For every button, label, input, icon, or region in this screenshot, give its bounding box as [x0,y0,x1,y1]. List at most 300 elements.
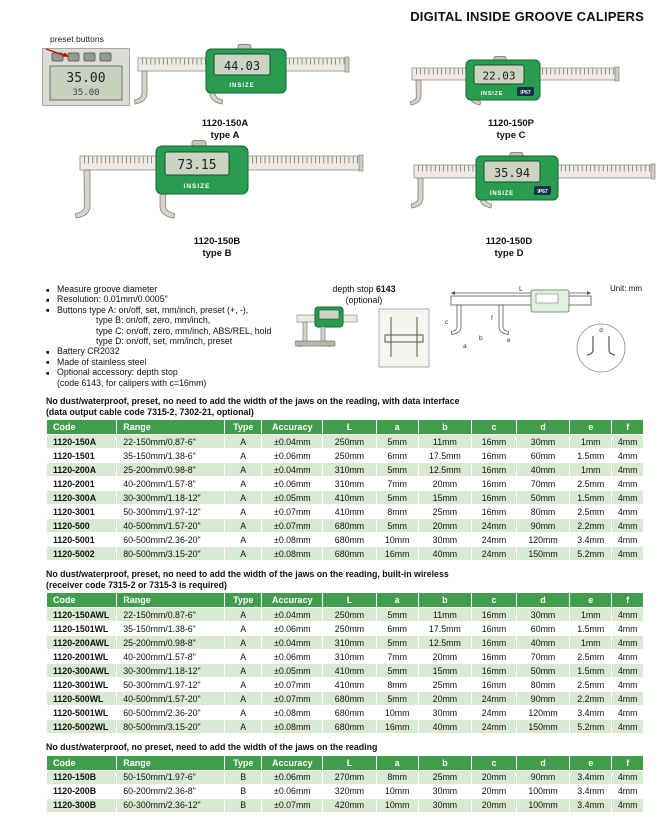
column-header-b: b [418,593,471,608]
value-cell: A [225,505,262,519]
dim-label-L: L [519,286,523,293]
code-cell: 1120-200A [47,463,117,477]
product-type-label: type C [496,129,526,141]
depth-stop-image [295,305,433,371]
value-cell: ±0.06mm [262,622,323,636]
value-cell: 5mm [376,435,418,449]
value-cell: 40mm [516,636,569,650]
value-cell: 310mm [323,463,376,477]
value-cell: 24mm [471,519,516,533]
depth-stop-bar [295,341,335,346]
feature-text: type B: on/off, zero, mm/inch, [96,315,211,326]
feature-text: Resolution: 0.01mm/0.0005" [57,294,168,305]
value-cell: 30-300mm/1.18-12" [117,491,225,505]
value-cell: 20mm [471,770,516,784]
features-and-accessories-row [46,284,644,388]
value-cell: A [225,547,262,561]
column-header-f: f [612,755,644,770]
value-cell: ±0.08mm [262,533,323,547]
value-cell: 50mm [516,664,569,678]
value-cell: 30mm [516,435,569,449]
column-header-l: L [323,593,376,608]
table-row [47,622,644,636]
column-header-b: b [418,420,471,435]
value-cell: 16mm [376,547,418,561]
value-cell: 250mm [323,449,376,463]
dimension-diagram-block [437,284,644,388]
value-cell: 16mm [471,664,516,678]
value-cell: 24mm [471,533,516,547]
value-cell: 1.5mm [570,491,612,505]
table-row [47,491,644,505]
value-cell: ±0.06mm [262,650,323,664]
value-cell: 680mm [323,547,376,561]
column-header-d: d [516,755,569,770]
value-cell: 680mm [323,720,376,734]
value-cell: ±0.06mm [262,449,323,463]
value-cell: 5mm [376,608,418,622]
table-row [47,770,644,784]
value-cell: 270mm [323,770,376,784]
feature-text: Buttons type A: on/off, set, mm/inch, preset (+, -), [57,304,249,315]
product-code: 1120-150P [488,118,534,129]
dim-label-e: e [507,337,511,344]
value-cell: 5mm [376,463,418,477]
value-cell: 4mm [612,692,644,706]
table-row [47,636,644,650]
preset-button-icon [100,53,111,61]
code-cell: 1120-200B [47,784,117,798]
value-cell: A [225,477,262,491]
value-cell: ±0.07mm [262,519,323,533]
value-cell: ±0.04mm [262,435,323,449]
dim-label-a: a [463,343,467,350]
value-cell: 680mm [323,706,376,720]
inset-lcd-main-reading: 35.00 [66,71,106,86]
column-header-accuracy: Accuracy [262,755,323,770]
bullet-icon: ■ [46,360,50,367]
brand-logo: INSIZE [183,183,211,190]
value-cell: 25-200mm/0.98-8" [117,463,225,477]
column-header-c: c [471,420,516,435]
column-header-c: c [471,755,516,770]
spec-table-wireless [46,592,644,734]
dim-label-c: c [445,319,449,326]
value-cell: 2.5mm [570,650,612,664]
code-cell: 1120-300B [47,798,117,812]
table-row [47,477,644,491]
column-header-e: e [570,593,612,608]
table-title [46,396,644,417]
value-cell: 60mm [516,449,569,463]
value-cell: 120mm [516,533,569,547]
feature-item [46,367,291,377]
table-section-wireless [46,569,644,734]
value-cell: ±0.07mm [262,798,323,812]
feature-text: type C: on/off, zero, mm/inch, ABS/REL, hold [96,325,272,336]
spec-table-data-interface [46,419,644,561]
value-cell: ±0.07mm [262,678,323,692]
column-header-a: a [376,593,418,608]
table-row [47,608,644,622]
value-cell: 60-200mm/2.36-8" [117,784,225,798]
depth-stop-caption [295,284,433,295]
value-cell: 5mm [376,636,418,650]
value-cell: 40mm [418,547,471,561]
value-cell: 4mm [612,608,644,622]
value-cell: 16mm [471,491,516,505]
value-cell: 320mm [323,784,376,798]
value-cell: 3.4mm [570,533,612,547]
value-cell: 30mm [418,784,471,798]
code-cell: 1120-1501WL [47,622,117,636]
dim-label-b: b [479,335,483,342]
value-cell: 40-200mm/1.57-8" [117,650,225,664]
value-cell: 1.5mm [570,449,612,463]
product-caption [426,118,596,141]
value-cell: 22-150mm/0.87-6" [117,435,225,449]
bullet-icon: ■ [46,297,50,304]
depth-stop-optional-label: (optional) [345,294,383,305]
depth-stop-caption-text: depth stop [332,284,376,294]
depth-stop-code: 6143 [375,284,396,294]
product-code: 1120-150D [485,236,533,247]
product-code: 1120-150A [201,118,249,129]
column-header-code: Code [47,420,117,435]
value-cell: 4mm [612,477,644,491]
value-cell: 90mm [516,770,569,784]
value-cell: 30mm [516,608,569,622]
code-cell: 1120-5001 [47,533,117,547]
value-cell: 2.5mm [570,678,612,692]
value-cell: 5mm [376,491,418,505]
preset-button-icon [84,53,95,61]
feature-item [46,357,291,367]
value-cell: 12.5mm [418,636,471,650]
feature-text: Battery CR2032 [57,346,120,357]
value-cell: 4mm [612,678,644,692]
column-header-range: Range [117,755,225,770]
value-cell: 12.5mm [418,463,471,477]
table-section-no-preset [46,742,644,813]
value-cell: 80mm [516,678,569,692]
column-header-e: e [570,755,612,770]
value-cell: 4mm [612,706,644,720]
value-cell: 1.5mm [570,664,612,678]
table-title-line: No dust/waterproof, preset, no need to add the width of the jaws on the reading, with data interface [46,396,460,406]
value-cell: 5.2mm [570,547,612,561]
value-cell: ±0.05mm [262,664,323,678]
value-cell: 16mm [471,505,516,519]
caliper-type-d-image [388,152,658,234]
feature-list [46,284,291,388]
preset-buttons-label: preset buttons [50,34,104,44]
value-cell: ±0.08mm [262,706,323,720]
value-cell: 17.5mm [418,622,471,636]
column-header-d: d [516,593,569,608]
value-cell: A [225,519,262,533]
value-cell: 1mm [570,636,612,650]
preset-button-icon [68,53,79,61]
value-cell: A [225,533,262,547]
value-cell: 7mm [376,650,418,664]
value-cell: 10mm [376,798,418,812]
feature-item [46,294,291,304]
value-cell: 1mm [570,463,612,477]
value-cell: 24mm [471,692,516,706]
value-cell: 410mm [323,491,376,505]
value-cell: 4mm [612,622,644,636]
value-cell: 15mm [418,664,471,678]
value-cell: 310mm [323,477,376,491]
value-cell: A [225,650,262,664]
value-cell: A [225,491,262,505]
value-cell: ±0.05mm [262,491,323,505]
product-type-label: type B [202,247,232,259]
value-cell: 4mm [612,636,644,650]
value-cell: 4mm [612,491,644,505]
value-cell: 680mm [323,533,376,547]
column-header-code: Code [47,755,117,770]
dim-label-d: d [599,327,603,334]
table-row [47,505,644,519]
value-cell: 50-300mm/1.97-12" [117,678,225,692]
feature-text: type D: on/off, set, mm/inch, preset [96,336,233,347]
value-cell: A [225,463,262,477]
value-cell: 100mm [516,784,569,798]
fixed-jaw [410,80,421,105]
code-cell: 1120-5001WL [47,706,117,720]
value-cell: 24mm [471,706,516,720]
value-cell: ±0.06mm [262,784,323,798]
value-cell: 5mm [376,664,418,678]
value-cell: 4mm [612,650,644,664]
value-cell: 20mm [418,650,471,664]
value-cell: 2.5mm [570,505,612,519]
product-type-label: type D [494,247,524,259]
value-cell: ±0.04mm [262,608,323,622]
value-cell: 60-300mm/2.36-12" [117,798,225,812]
column-header-type: Type [225,420,262,435]
ip67-badge-label: IP67 [520,90,531,96]
value-cell: 420mm [323,798,376,812]
value-cell: 4mm [612,664,644,678]
dim-label-f: f [491,315,493,322]
value-cell: 310mm [323,636,376,650]
value-cell: B [225,784,262,798]
value-cell: 3.4mm [570,770,612,784]
lcd-reading: 44.03 [223,59,261,73]
value-cell: 20mm [418,692,471,706]
value-cell: 5mm [376,692,418,706]
column-header-l: L [323,420,376,435]
value-cell: 50-150mm/1.97-6" [117,770,225,784]
table-row [47,664,644,678]
bullet-icon: ■ [46,308,50,315]
column-header-d: d [516,420,569,435]
value-cell: 4mm [612,784,644,798]
value-cell: 4mm [612,533,644,547]
value-cell: A [225,664,262,678]
value-cell: 80-500mm/3.15-20" [117,547,225,561]
depth-stop-block [295,284,433,388]
value-cell: 24mm [471,720,516,734]
value-cell: 3.4mm [570,784,612,798]
table-row [47,547,644,561]
value-cell: 150mm [516,547,569,561]
column-header-e: e [570,420,612,435]
table-row [47,784,644,798]
value-cell: ±0.06mm [262,770,323,784]
depth-stop-detail-box [379,309,429,367]
value-cell: ±0.08mm [262,720,323,734]
value-cell: A [225,608,262,622]
value-cell: 4mm [612,435,644,449]
value-cell: 1mm [570,608,612,622]
value-cell: 16mm [471,477,516,491]
value-cell: 30mm [418,706,471,720]
code-cell: 1120-150A [47,435,117,449]
column-header-l: L [323,755,376,770]
value-cell: 4mm [612,770,644,784]
code-cell: 1120-150B [47,770,117,784]
value-cell: 680mm [323,519,376,533]
value-cell: 250mm [323,622,376,636]
column-header-accuracy: Accuracy [262,593,323,608]
value-cell: B [225,770,262,784]
brand-logo: INSIZE [480,91,504,97]
value-cell: A [225,692,262,706]
value-cell: 120mm [516,706,569,720]
column-header-type: Type [225,593,262,608]
value-cell: 16mm [471,650,516,664]
inset-lcd-sub-reading: 35.00 [72,88,100,98]
lcd-reading: 22.03 [482,69,516,83]
value-cell: 20mm [418,519,471,533]
value-cell: 150mm [516,720,569,734]
value-cell: 16mm [471,622,516,636]
column-header-f: f [612,420,644,435]
caliper-type-b-image [46,140,366,234]
value-cell: 16mm [471,636,516,650]
value-cell: 2.2mm [570,519,612,533]
caliper-type-a-image [112,44,352,116]
value-cell: 4mm [612,505,644,519]
value-cell: 10mm [376,706,418,720]
value-cell: 25mm [418,678,471,692]
feature-item [46,326,291,336]
value-cell: 250mm [323,608,376,622]
code-cell: 1120-5002 [47,547,117,561]
value-cell: 40-500mm/1.57-20" [117,692,225,706]
code-cell: 1120-500 [47,519,117,533]
table-row [47,463,644,477]
value-cell: ±0.04mm [262,636,323,650]
column-header-a: a [376,755,418,770]
column-header-a: a [376,420,418,435]
value-cell: A [225,678,262,692]
value-cell: 20mm [471,784,516,798]
value-cell: 60-500mm/2.36-20" [117,706,225,720]
page-title: DIGITAL INSIDE GROOVE CALIPERS [410,9,644,24]
value-cell: 100mm [516,798,569,812]
table-row [47,720,644,734]
product-caption [424,236,594,259]
value-cell: A [225,720,262,734]
column-header-c: c [471,593,516,608]
table-row [47,435,644,449]
value-cell: 6mm [376,622,418,636]
value-cell: 16mm [471,463,516,477]
caliper-type-c-image [390,56,620,116]
product-caption [140,118,310,141]
value-cell: 20mm [418,477,471,491]
dimension-diagram [443,286,638,381]
code-cell: 1120-2001 [47,477,117,491]
value-cell: 40-500mm/1.57-20" [117,519,225,533]
code-cell: 1120-2001WL [47,650,117,664]
code-cell: 1120-5002WL [47,720,117,734]
value-cell: 2.2mm [570,692,612,706]
value-cell: 5mm [376,519,418,533]
value-cell: 40mm [418,720,471,734]
feature-text: (code 6143, for calipers with c=16mm) [57,377,207,388]
brand-logo: INSIZE [229,83,255,89]
value-cell: 16mm [471,449,516,463]
value-cell: ±0.07mm [262,505,323,519]
lcd-screen [319,310,339,319]
value-cell: 60-500mm/2.36-20" [117,533,225,547]
value-cell: 8mm [376,505,418,519]
value-cell: 90mm [516,519,569,533]
value-cell: 16mm [376,720,418,734]
table-row [47,798,644,812]
table-title [46,742,644,753]
value-cell: 11mm [418,435,471,449]
code-cell: 1120-3001WL [47,678,117,692]
column-header-code: Code [47,593,117,608]
table-title [46,569,644,590]
value-cell: 80mm [516,505,569,519]
value-cell: 60mm [516,622,569,636]
column-header-f: f [612,593,644,608]
table-row [47,678,644,692]
feature-text: Made of stainless steel [57,356,147,367]
lcd-reading: 35.94 [493,166,531,180]
value-cell: 410mm [323,664,376,678]
feature-text: Optional accessory: depth stop [57,367,178,378]
value-cell: 16mm [471,435,516,449]
value-cell: 4mm [612,449,644,463]
value-cell: 1mm [570,435,612,449]
table-title-line: No dust/waterproof, preset, no need to add the width of the jaws on the reading, built-in wireless [46,569,449,579]
value-cell: 35-150mm/1.38-6" [117,449,225,463]
value-cell: 70mm [516,650,569,664]
value-cell: 2.5mm [570,477,612,491]
value-cell: 40mm [516,463,569,477]
value-cell: 17.5mm [418,449,471,463]
value-cell: 5.2mm [570,720,612,734]
value-cell: A [225,449,262,463]
value-cell: 25-200mm/0.98-8" [117,636,225,650]
value-cell: 680mm [323,692,376,706]
column-header-b: b [418,755,471,770]
ip67-badge-label: IP67 [537,189,548,195]
value-cell: 4mm [612,798,644,812]
fixed-jaw [134,71,147,104]
value-cell: 310mm [323,650,376,664]
lcd-reading: 73.15 [177,158,217,173]
